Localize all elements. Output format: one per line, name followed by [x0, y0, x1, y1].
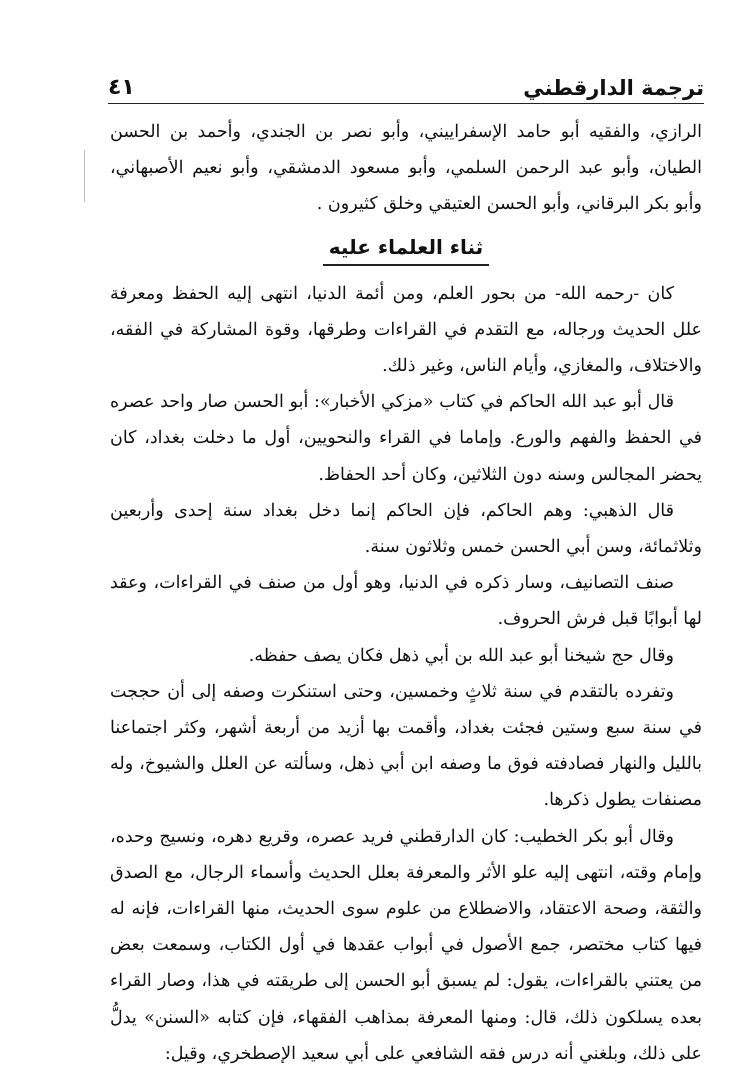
body-text [110, 114, 702, 1072]
paragraph: كان -رحمه الله- من بحور العلم، ومن أئمة الدنيا، انتهى إليه الحفظ ومعرفة علل الحديث ورجاله، مع التقدم في القراءات وطرقها، وقوة المشاركة في الفقه، والاختلاف، والمغازي، وأيام الناس، وغير ذلك. [110, 283, 702, 377]
section-heading-text: ثناء العلماء عليه [323, 232, 489, 266]
section-heading [110, 232, 702, 266]
paragraph: صنف التصانيف، وسار ذكره في الدنيا، وهو أول من صنف في القراءات، وعقد لها أبوابًا قبل فرش الحروف. [110, 573, 702, 630]
margin-mark [84, 150, 85, 202]
paragraph: وقال حج شيخنا أبو عبد الله بن أبي ذهل فكان يصف حفظه. [248, 645, 674, 666]
paragraph: وتفرده بالتقدم في سنة ثلاثٍ وخمسين، وحتى استنكرت وصفه إلى أن حججت في سنة سبع وستين فجئت بغداد، وأقمت بها أزيد من أربعة أشهر، وكثر اجتماعنا بالليل والنهار فصادفته فوق ما وصفه ابن أبي ذهل، وسألته عن العلل والشيوخ، وله مصنفات يطول ذكرها. [110, 681, 702, 811]
page-number: ٤١ [108, 75, 135, 100]
paragraph: قال أبو عبد الله الحاكم في كتاب «مزكي الأخبار»: أبو الحسن صار واحد عصره في الحفظ والفهم والورع. وإماما في القراء والنحويين، أول ما دخلت بغداد، كان يحضر المجالس وسنه دون الثلاثين، وكان أحد الحفاظ. [110, 392, 702, 485]
paragraph: وقال أبو بكر الخطيب: كان الدارقطني فريد عصره، وقريع دهره، ونسيج وحده، وإمام وقته، انتهى إليه علو الأثر والمعرفة بعلل الحديث وأسماء الرجال، مع الصدق والثقة، وصحة الاعتقاد، والاضطلاع من علوم سوى الحديث، منها القراءات، فإنه له فيها كتاب مختصر، جمع الأصول في أبواب عقدها في أول الكتاب، وسمعت بعض من يعتني بالقراءات، يقول: لم يسبق أبو الحسن إلى طريقته في هذا، وصار القراء بعده يسلكون ذلك، قال: ومنها المعرفة بمذاهب الفقهاء، فإن كتابه «السنن» يدلُّ على ذلك، وبلغني أنه درس فقه الشافعي على أبي سعيد الإصطخري، وقيل: [110, 826, 702, 1064]
running-header [108, 68, 704, 102]
header-rule [108, 103, 704, 104]
intro-paragraph: الرازي، والفقيه أبو حامد الإسفراييني، وأبو نصر بن الجندي، وأحمد بن الحسن الطيان، وأبو عبد الرحمن السلمي، وأبو مسعود الدمشقي، وأبو نعيم الأصبهاني، وأبو بكر البرقاني، وأبو الحسن العتيقي وخلق كثيرون . [110, 122, 702, 215]
running-title: ترجمة الدارقطني [523, 76, 704, 100]
paragraph: قال الذهبي: وهم الحاكم، فإن الحاكم إنما دخل بغداد سنة إحدى وأربعين وثلاثمائة، وسن أبي الحسن خمس وثلاثون سنة. [110, 500, 702, 558]
